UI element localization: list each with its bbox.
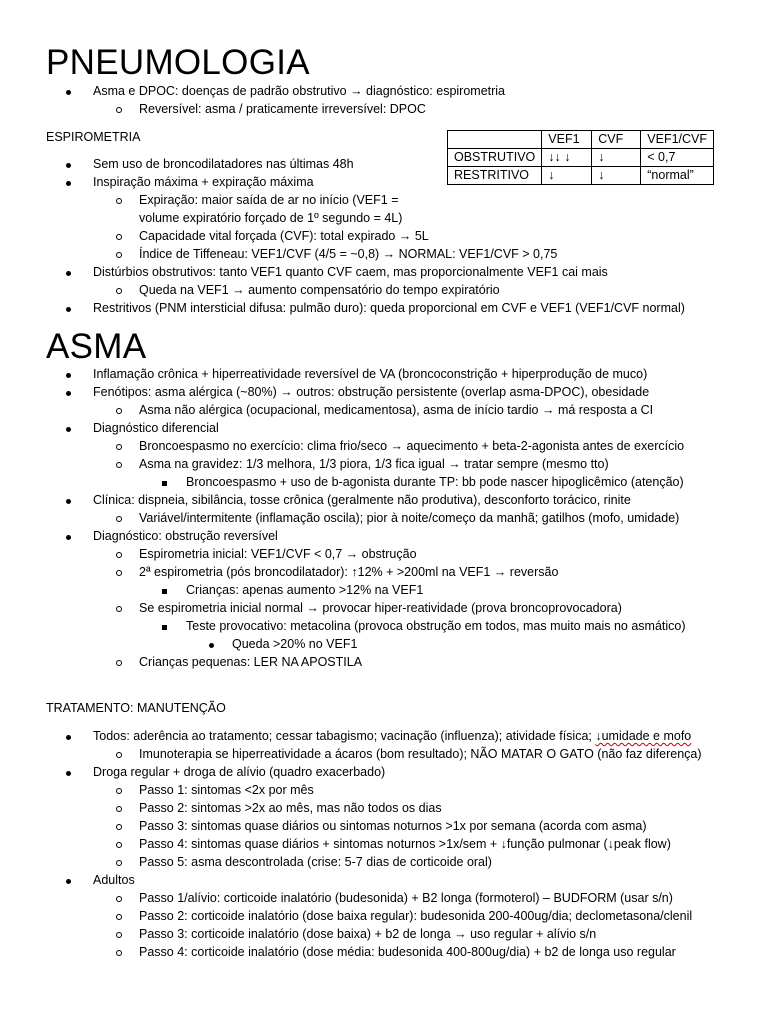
table-row [448, 131, 714, 149]
bullet-icon [116, 896, 122, 902]
bullet-icon [162, 589, 167, 594]
bullet-icon [116, 752, 122, 758]
section-label-tratamento: TRATAMENTO: MANUTENÇÃO [46, 701, 226, 715]
bullet-icon [116, 516, 122, 522]
table-cell: VEF1 [542, 131, 592, 149]
list-item: Asma e DPOC: doenças de padrão obstrutivo → diagnóstico: espirometria [0, 82, 505, 100]
list-item: Sem uso de broncodilatadores nas últimas 48h [0, 155, 685, 173]
bullet-icon [116, 234, 122, 240]
bullet-icon [66, 879, 71, 884]
list-item: Expiração: maior saída de ar no início (VEF1 = volume expiratório forçado de 1º segundo = 4L) [0, 191, 429, 227]
bullet-icon [116, 914, 122, 920]
list-item: Passo 1/alívio: corticoide inalatório (budesonida) + B2 longa (formoterol) – BUDFORM (usar s/n) [0, 889, 702, 907]
bullet-icon [116, 252, 122, 258]
list-item: Capacidade vital forçada (CVF): total expirado → 5L [0, 227, 685, 245]
table-cell: OBSTRUTIVO [448, 149, 542, 167]
bullet-icon [66, 373, 71, 378]
list-item: Variável/intermitente (inflamação oscila); pior à noite/começo da manhã; gatilhos (mofo, umidade) [0, 509, 686, 527]
list-item: Asma não alérgica (ocupacional, medicamentosa), asma de início tardio → má resposta a CI [0, 401, 686, 419]
list-item: 2ª espirometria (pós broncodilatador): ↑12% + >200ml na VEF1 → reversão [0, 563, 686, 581]
list-item: Fenótipos: asma alérgica (~80%) → outros: obstrução persistente (overlap asma-DPOC), obesidade [0, 383, 686, 401]
asma-list [0, 365, 686, 671]
list-item: Passo 2: sintomas >2x ao mês, mas não todos os dias [0, 799, 702, 817]
bullet-icon [66, 90, 71, 95]
list-item: Índice de Tiffeneau: VEF1/CVF (4/5 = ~0,8) → NORMAL: VEF1/CVF > 0,75 [0, 245, 685, 263]
table-cell: < 0,7 [641, 149, 714, 167]
bullet-icon [162, 481, 167, 486]
table-cell: ↓ [592, 167, 641, 185]
bullet-icon [66, 535, 71, 540]
bullet-icon [116, 806, 122, 812]
page-title-asma: ASMA [46, 327, 147, 366]
list-item: Diagnóstico: obstrução reversível [0, 527, 686, 545]
bullet-icon [116, 107, 122, 113]
bullet-icon [116, 824, 122, 830]
list-item: Passo 3: sintomas quase diários ou sintomas noturnos >1x por semana (acorda com asma) [0, 817, 702, 835]
bullet-icon [116, 660, 122, 666]
bullet-icon [66, 181, 71, 186]
list-item: Se espirometria inicial normal → provocar hiper-reatividade (prova broncoprovocadora) [0, 599, 686, 617]
bullet-icon [66, 391, 71, 396]
section-label-espirometria: ESPIROMETRIA [46, 130, 141, 144]
list-item: Distúrbios obstrutivos: tanto VEF1 quanto CVF caem, mas proporcionalmente VEF1 cai mais [0, 263, 685, 281]
bullet-icon [116, 444, 122, 450]
list-item: Inspiração máxima + expiração máxima [0, 173, 685, 191]
list-item: Queda >20% no VEF1 [0, 635, 686, 653]
bullet-icon [66, 735, 71, 740]
bullet-icon [162, 625, 167, 630]
list-item: Espirometria inicial: VEF1/CVF < 0,7 → obstrução [0, 545, 686, 563]
list-item: Asma na gravidez: 1/3 melhora, 1/3 piora, 1/3 fica igual → tratar sempre (mesmo tto) [0, 455, 686, 473]
bullet-icon [116, 198, 122, 204]
list-item: Broncoespasmo + uso de b-agonista durante TP: bb pode nascer hipoglicêmico (atenção) [0, 473, 686, 491]
list-item: Clínica: dispneia, sibilância, tosse crônica (geralmente não produtiva), desconforto torácico, rinite [0, 491, 686, 509]
bullet-icon [116, 788, 122, 794]
bullet-icon [116, 950, 122, 956]
bullet-icon [116, 570, 122, 576]
list-item: Adultos [0, 871, 702, 889]
list-item: Passo 1: sintomas <2x por mês [0, 781, 702, 799]
bullet-icon [116, 408, 122, 414]
list-item: Crianças pequenas: LER NA APOSTILA [0, 653, 686, 671]
list-item: Todos: aderência ao tratamento; cessar tabagismo; vacinação (influenza); atividade física; ↓umidade e mofo [0, 727, 702, 745]
list-item: Broncoespasmo no exercício: clima frio/seco → aquecimento + beta-2-agonista antes de exercício [0, 437, 686, 455]
table-cell: CVF [592, 131, 641, 149]
bullet-icon [66, 499, 71, 504]
list-item: Imunoterapia se hiperreatividade a ácaros (bom resultado); NÃO MATAR O GATO (não faz diferença) [0, 745, 702, 763]
table-cell: RESTRITIVO [448, 167, 542, 185]
tratamento-list [0, 727, 702, 961]
list-item: Restritivos (PNM intersticial difusa: pulmão duro): queda proporcional em CVF e VEF1 (VEF1/CVF normal) [0, 299, 685, 317]
bullet-icon [66, 427, 71, 432]
list-item: Teste provocativo: metacolina (provoca obstrução em todos, mas muito mais no asmático) [0, 617, 686, 635]
list-item: Passo 2: corticoide inalatório (dose baixa regular): budesonida 200-400ug/dia; declometasona/clenil [0, 907, 702, 925]
bullet-icon [116, 860, 122, 866]
spellcheck-underlined-text: ↓umidade e mofo [595, 729, 692, 743]
list-item: Passo 4: corticoide inalatório (dose média: budesonida 400-800ug/dia) + b2 de longa uso regular [0, 943, 702, 961]
bullet-icon [116, 932, 122, 938]
pneumologia-intro-list [0, 82, 505, 118]
espirometria-list [0, 155, 685, 317]
bullet-icon [116, 462, 122, 468]
table-cell: ↓ [592, 149, 641, 167]
list-item: Inflamação crônica + hiperreatividade reversível de VA (broncoconstrição + hiperprodução de muco) [0, 365, 686, 383]
bullet-icon [116, 288, 122, 294]
bullet-icon [116, 606, 122, 612]
list-item: Reversível: asma / praticamente irreversível: DPOC [0, 100, 505, 118]
page-title-pneumologia: PNEUMOLOGIA [46, 43, 310, 82]
bullet-icon [209, 643, 214, 648]
table-cell [448, 131, 542, 149]
list-item: Queda na VEF1 → aumento compensatório do tempo expiratório [0, 281, 685, 299]
bullet-icon [116, 842, 122, 848]
bullet-icon [66, 771, 71, 776]
list-item: Passo 3: corticoide inalatório (dose baixa) + b2 de longa → uso regular + alívio s/n [0, 925, 702, 943]
list-item: Passo 4: sintomas quase diários + sintomas noturnos >1x/sem + ↓função pulmonar (↓peak flow) [0, 835, 702, 853]
list-item: Diagnóstico diferencial [0, 419, 686, 437]
table-cell: ↓↓ ↓ [542, 149, 592, 167]
table-cell: ↓ [542, 167, 592, 185]
list-item: Passo 5: asma descontrolada (crise: 5-7 dias de corticoide oral) [0, 853, 702, 871]
table-cell: VEF1/CVF [641, 131, 714, 149]
bullet-icon [66, 271, 71, 276]
table-cell: “normal” [641, 167, 714, 185]
list-item: Crianças: apenas aumento >12% na VEF1 [0, 581, 686, 599]
list-item: Droga regular + droga de alívio (quadro exacerbado) [0, 763, 702, 781]
bullet-icon [66, 307, 71, 312]
bullet-icon [66, 163, 71, 168]
bullet-icon [116, 552, 122, 558]
